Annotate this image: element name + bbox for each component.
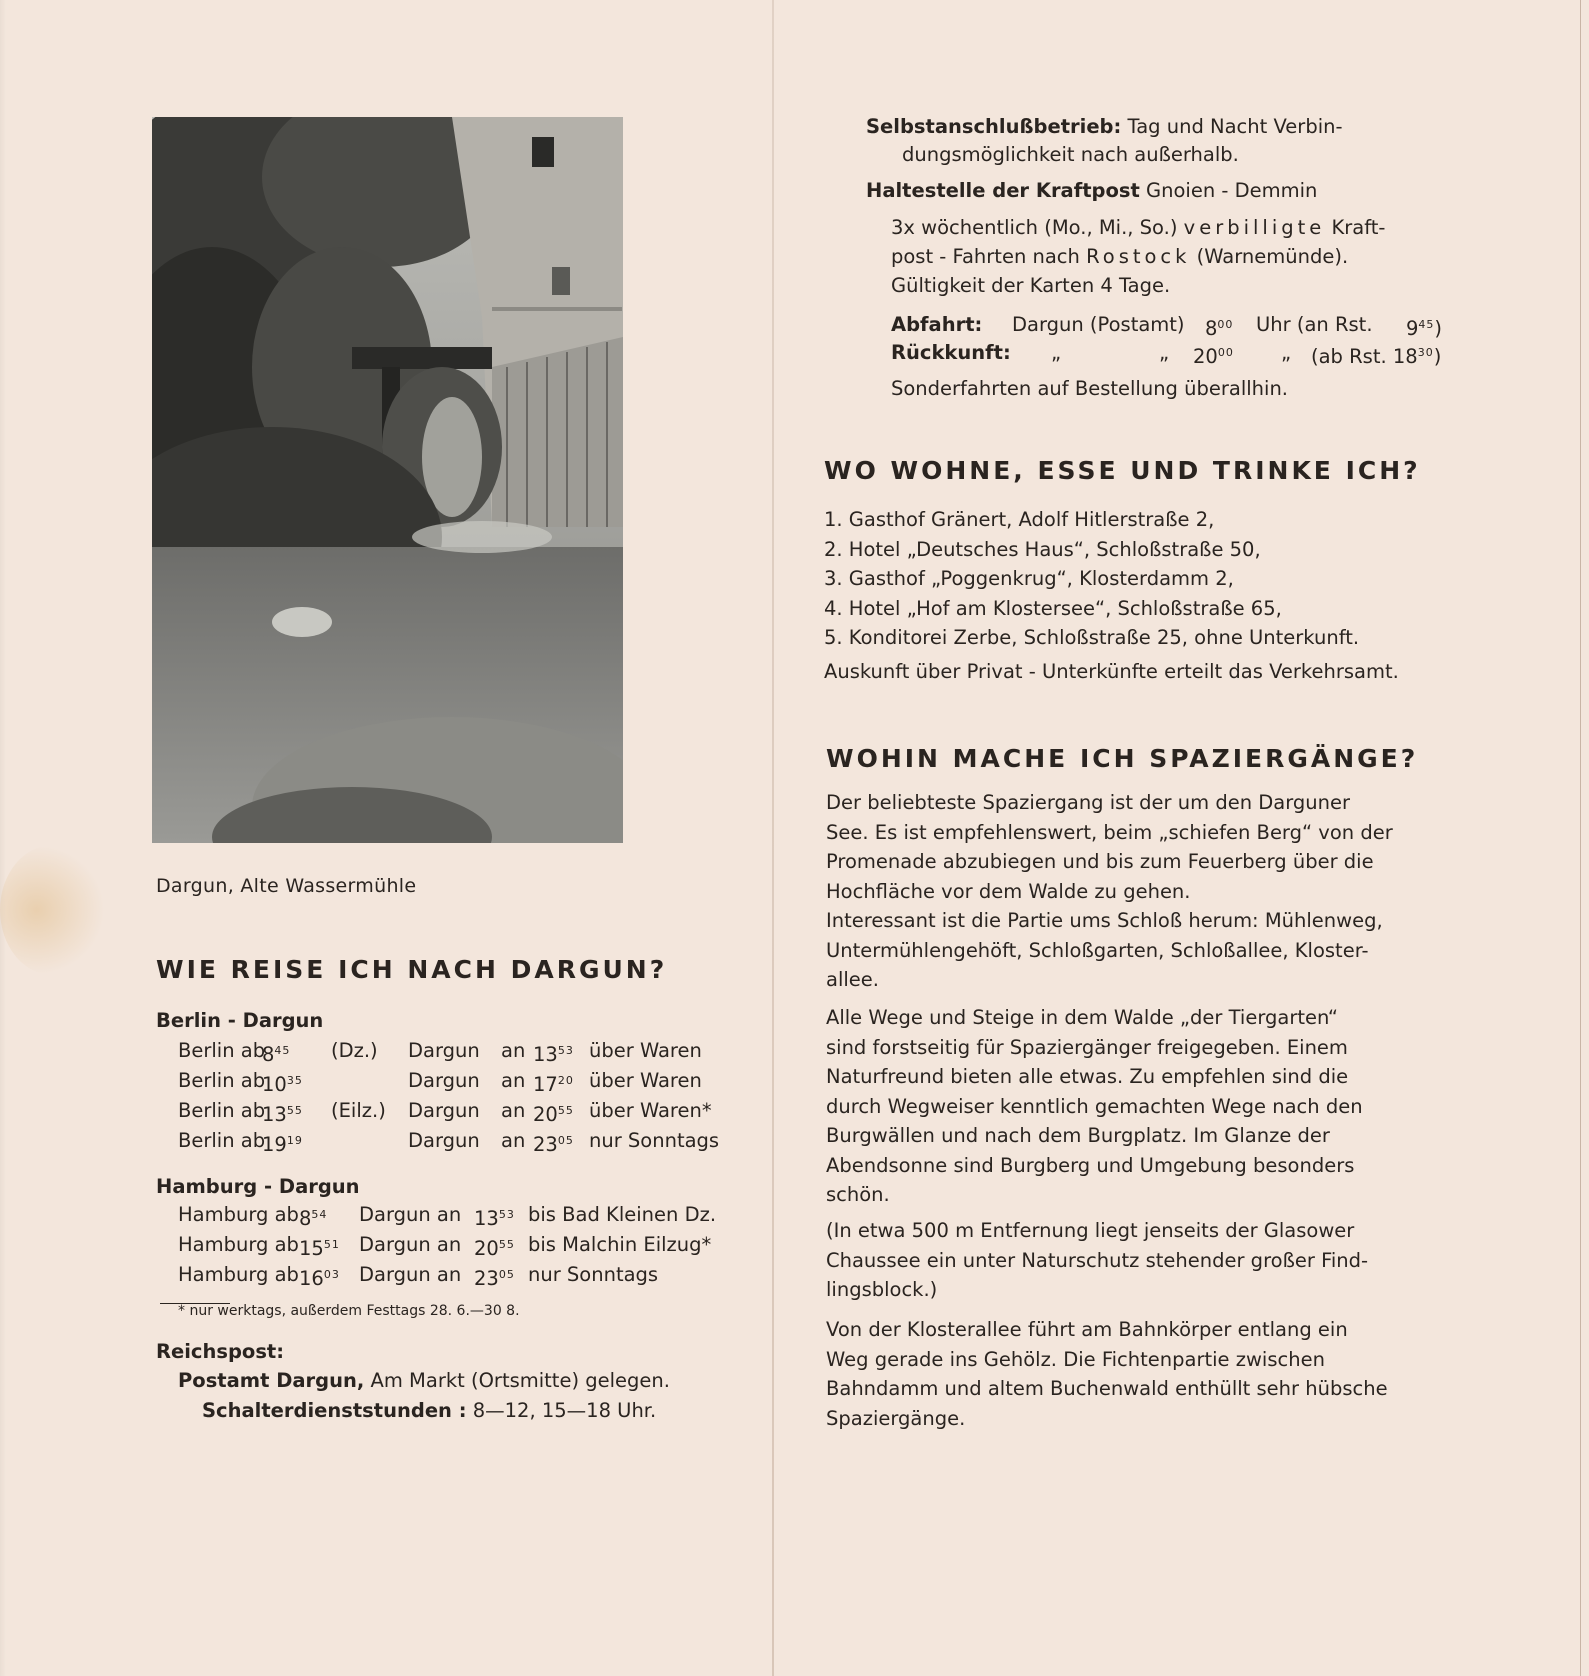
arrival-time — [474, 1200, 515, 1234]
arrival-time-min: 20 — [557, 1074, 574, 1087]
walk-line: See. Es ist empfehlenswert, beim „schiefen Berg“ von der — [826, 820, 1393, 844]
berlin-row — [156, 1096, 756, 1126]
stay-item: 2. Hotel „Deutsches Haus“, Schloßstraße 50, — [824, 537, 1261, 561]
return-time-min: 00 — [1217, 346, 1234, 359]
watermill-photo — [152, 117, 623, 843]
walk-line: Promenade abzubiegen und bis zum Feuerberg über die — [826, 850, 1374, 873]
departure-label: Abfahrt: — [891, 313, 983, 336]
return-time — [1193, 338, 1234, 372]
walk-line: Von der Klosterallee führt am Bahnkörper entlang ein — [826, 1318, 1348, 1341]
return-rst-min: 30 — [1417, 346, 1434, 359]
departure-time-hour: 19 — [262, 1133, 287, 1156]
departure-time — [262, 1126, 303, 1160]
arrival-time-min: 55 — [498, 1238, 515, 1251]
travel-heading: WIE REISE ICH NACH DARGUN? — [156, 955, 668, 984]
bus-info-1 — [891, 213, 1385, 243]
post-heading: Reichspost: — [156, 1340, 285, 1363]
walk-line: Spaziergänge. — [826, 1406, 966, 1430]
arrival-time-hour: 23 — [533, 1133, 558, 1156]
post-office-line — [178, 1366, 670, 1396]
departure-close: ) — [1434, 317, 1443, 340]
berlin-row — [156, 1036, 756, 1066]
walk-paragraph-1 — [826, 788, 1393, 995]
counter-hours-line — [202, 1396, 656, 1426]
departure-time-hour: 8 — [1205, 317, 1218, 340]
return-ditto-1: „ — [1051, 341, 1062, 364]
walk-line: allee. — [826, 968, 879, 991]
stay-item: 4. Hotel „Hof am Klostersee“, Schloßstraße 65, — [824, 596, 1282, 620]
bus-info-1b: verbilligte — [1183, 216, 1326, 239]
route-note: bis Malchin Eilzug* — [528, 1233, 712, 1256]
train-type: (Dz.) — [331, 1039, 378, 1062]
walk-line: durch Wegweiser kenntlich gemachten Wege nach den — [826, 1094, 1363, 1118]
stay-heading: WO WOHNE, ESSE UND TRINKE ICH? — [824, 456, 1421, 485]
arrival-time-min: 53 — [557, 1044, 574, 1057]
route-note: bis Bad Kleinen Dz. — [528, 1203, 717, 1226]
walk-line: Abendsonne sind Burgberg und Umgebung besonders — [826, 1153, 1355, 1177]
return-label: Rückkunft: — [891, 341, 1011, 364]
departure-station: Berlin ab — [178, 1099, 266, 1122]
arrival-label: Dargun an — [359, 1233, 462, 1256]
bus-label: Haltestelle der Kraftpost — [866, 179, 1140, 202]
hamburg-row — [156, 1200, 776, 1230]
arrival-time — [533, 1096, 574, 1130]
route-note: nur Sonntags — [528, 1263, 659, 1286]
walk-line: Weg gerade ins Gehölz. Die Fichtenpartie zwischen — [826, 1347, 1325, 1371]
arrival-time-hour: 13 — [474, 1207, 499, 1230]
arrival-time — [533, 1036, 574, 1070]
departure-time-min: 45 — [274, 1044, 291, 1057]
bus-info-1c: Kraft- — [1325, 216, 1386, 239]
departure-station: Hamburg ab — [178, 1263, 299, 1286]
departure-time — [262, 1036, 290, 1070]
departure-time-min: 54 — [311, 1208, 328, 1221]
arrival-time-hour: 20 — [474, 1237, 499, 1260]
hours-text: 8—12, 15—18 Uhr. — [466, 1399, 657, 1422]
departure-rst-min: 45 — [1418, 318, 1435, 331]
arrival-time — [474, 1230, 515, 1264]
berlin-heading: Berlin - Dargun — [156, 1009, 324, 1032]
walk-line: (In etwa 500 m Entfernung liegt jenseits der Glasower — [826, 1219, 1355, 1242]
departure-station: Hamburg ab — [178, 1203, 299, 1226]
departure-time-hour: 15 — [299, 1237, 324, 1260]
route-note: über Waren — [589, 1069, 702, 1092]
arrival-time-min: 05 — [557, 1134, 574, 1147]
arrival-label: an — [501, 1039, 526, 1062]
phone-label: Selbstanschlußbetrieb: — [866, 115, 1122, 138]
hours-label: Schalterdienststunden : — [202, 1399, 467, 1422]
hamburg-heading: Hamburg - Dargun — [156, 1175, 360, 1198]
arrival-time-hour: 20 — [533, 1103, 558, 1126]
footnote: * nur werktags, außerdem Festtags 28. 6.—30 8. — [178, 1303, 520, 1319]
walk-line: Der beliebteste Spaziergang ist der um den Darguner — [826, 791, 1350, 814]
arrival-label: an — [501, 1069, 526, 1092]
bus-text: Gnoien - Demmin — [1139, 179, 1318, 202]
arrival-time — [533, 1126, 574, 1160]
walk-line: sind forstseitig für Spaziergänger freigegeben. Einem — [826, 1035, 1348, 1059]
walk-heading: WOHIN MACHE ICH SPAZIERGÄNGE? — [826, 744, 1419, 773]
departure-time — [262, 1066, 303, 1100]
walk-line: Naturfreund bieten alle etwas. Zu empfehlen sind die — [826, 1065, 1349, 1088]
walk-paragraph-4 — [826, 1315, 1388, 1433]
arrival-time — [474, 1260, 515, 1294]
departure-time-hour: 13 — [262, 1103, 287, 1126]
phone-line-2: dungsmöglichkeit nach außerhalb. — [902, 143, 1239, 166]
stay-note: Auskunft über Privat - Unterkünfte erteilt das Verkehrsamt. — [824, 659, 1399, 683]
departure-station: Berlin ab — [178, 1039, 266, 1062]
departure-time-min: 55 — [286, 1104, 303, 1117]
bus-info-2c: (Warnemünde). — [1190, 245, 1349, 268]
departure-station: Berlin ab — [178, 1069, 266, 1092]
arrival-time-min: 55 — [557, 1104, 574, 1117]
bus-info-2a: post - Fahrten nach — [891, 245, 1087, 268]
walk-line: Bahndamm und altem Buchenwald enthüllt sehr hübsche — [826, 1377, 1388, 1400]
departure-time-min: 51 — [323, 1238, 340, 1251]
return-rst — [1311, 338, 1441, 372]
departure-row — [891, 310, 1451, 340]
walk-line: Hochfläche vor dem Walde zu gehen. — [826, 879, 1191, 903]
arrival-time-hour: 17 — [533, 1073, 558, 1096]
departure-station: Hamburg ab — [178, 1233, 299, 1256]
departure-time-hour: 10 — [262, 1073, 287, 1096]
departure-time — [299, 1260, 340, 1294]
stay-list — [824, 505, 1399, 686]
route-note: nur Sonntags — [589, 1129, 720, 1152]
berlin-row — [156, 1126, 756, 1156]
bus-info-1a: 3x wöchentlich (Mo., Mi., So.) — [891, 216, 1184, 239]
departure-time-hour: 8 — [262, 1043, 275, 1066]
stay-item: 1. Gasthof Gränert, Adolf Hitlerstraße 2, — [824, 508, 1215, 531]
arrival-label: Dargun an — [359, 1263, 462, 1286]
departure-place: Dargun (Postamt) — [1012, 313, 1185, 336]
departure-time — [299, 1230, 340, 1264]
return-ditto-3: „ — [1281, 341, 1292, 364]
arrival-time — [533, 1066, 574, 1100]
walk-line: Chaussee ein unter Naturschutz stehender großer Find- — [826, 1248, 1369, 1272]
walk-line: lingsblock.) — [826, 1278, 938, 1301]
arrival-station: Dargun — [408, 1069, 480, 1092]
post-office-text: Am Markt (Ortsmitte) gelegen. — [364, 1369, 670, 1392]
special-trips: Sonderfahrten auf Bestellung überallhin. — [891, 377, 1288, 400]
arrival-station: Dargun — [408, 1129, 480, 1152]
return-row — [891, 338, 1451, 368]
arrival-label: an — [501, 1129, 526, 1152]
bus-line — [866, 176, 1317, 206]
departure-time — [262, 1096, 303, 1130]
phone-text1: Tag und Nacht Verbin- — [1121, 115, 1343, 138]
walk-line: Burgwällen und nach dem Burgplatz. Im Glanze der — [826, 1124, 1330, 1147]
bus-info-2b: Rostock — [1086, 245, 1191, 268]
departure-time-min: 03 — [323, 1268, 340, 1281]
departure-time-min: 19 — [286, 1134, 303, 1147]
departure-time-min: 35 — [286, 1074, 303, 1087]
post-office-label: Postamt Dargun, — [178, 1369, 365, 1392]
walk-line: schön. — [826, 1183, 890, 1206]
bus-info-3: Gültigkeit der Karten 4 Tage. — [891, 274, 1171, 297]
walk-line: Interessant ist die Partie ums Schloß herum: Mühlenweg, — [826, 909, 1383, 932]
arrival-label: Dargun an — [359, 1203, 462, 1226]
return-time-hour: 20 — [1193, 345, 1218, 368]
departure-time-hour: 16 — [299, 1267, 324, 1290]
arrival-time-hour: 23 — [474, 1267, 499, 1290]
arrival-label: an — [501, 1099, 526, 1122]
arrival-station: Dargun — [408, 1099, 480, 1122]
arrival-time-hour: 13 — [533, 1043, 558, 1066]
center-fold — [772, 0, 774, 1676]
page-edge — [1580, 0, 1581, 1676]
berlin-row — [156, 1066, 756, 1096]
phone-line-1 — [866, 112, 1343, 142]
train-type: (Eilz.) — [331, 1099, 386, 1122]
walk-line: Untermühlengehöft, Schloßgarten, Schloßallee, Kloster- — [826, 938, 1369, 962]
arrival-time-min: 05 — [498, 1268, 515, 1281]
walk-paragraph-2 — [826, 1003, 1363, 1210]
departure-time-min: 00 — [1217, 318, 1234, 331]
departure-station: Berlin ab — [178, 1129, 266, 1152]
hamburg-row — [156, 1230, 776, 1260]
hamburg-row — [156, 1260, 776, 1290]
walk-paragraph-3 — [826, 1216, 1368, 1305]
arrival-time-min: 53 — [498, 1208, 515, 1221]
departure-rst-hour: 9 — [1406, 317, 1419, 340]
departure-time — [299, 1200, 327, 1234]
route-note: über Waren* — [589, 1099, 712, 1122]
arrival-station: Dargun — [408, 1039, 480, 1062]
photo-caption: Dargun, Alte Wassermühle — [156, 875, 417, 897]
route-note: über Waren — [589, 1039, 702, 1062]
paper-stain — [0, 845, 105, 975]
return-rst-hour: (ab Rst. 18 — [1311, 345, 1418, 368]
bus-info-2 — [891, 242, 1348, 272]
return-ditto-2: „ — [1159, 341, 1170, 364]
departure-uhr: Uhr (an Rst. — [1256, 313, 1373, 336]
walk-line: Alle Wege und Steige in dem Walde „der Tiergarten“ — [826, 1006, 1339, 1029]
return-close: ) — [1433, 345, 1442, 368]
departure-time-hour: 8 — [299, 1207, 312, 1230]
stay-item: 3. Gasthof „Poggenkrug“, Klosterdamm 2, — [824, 567, 1234, 590]
stay-item: 5. Konditorei Zerbe, Schloßstraße 25, ohne Unterkunft. — [824, 626, 1360, 649]
